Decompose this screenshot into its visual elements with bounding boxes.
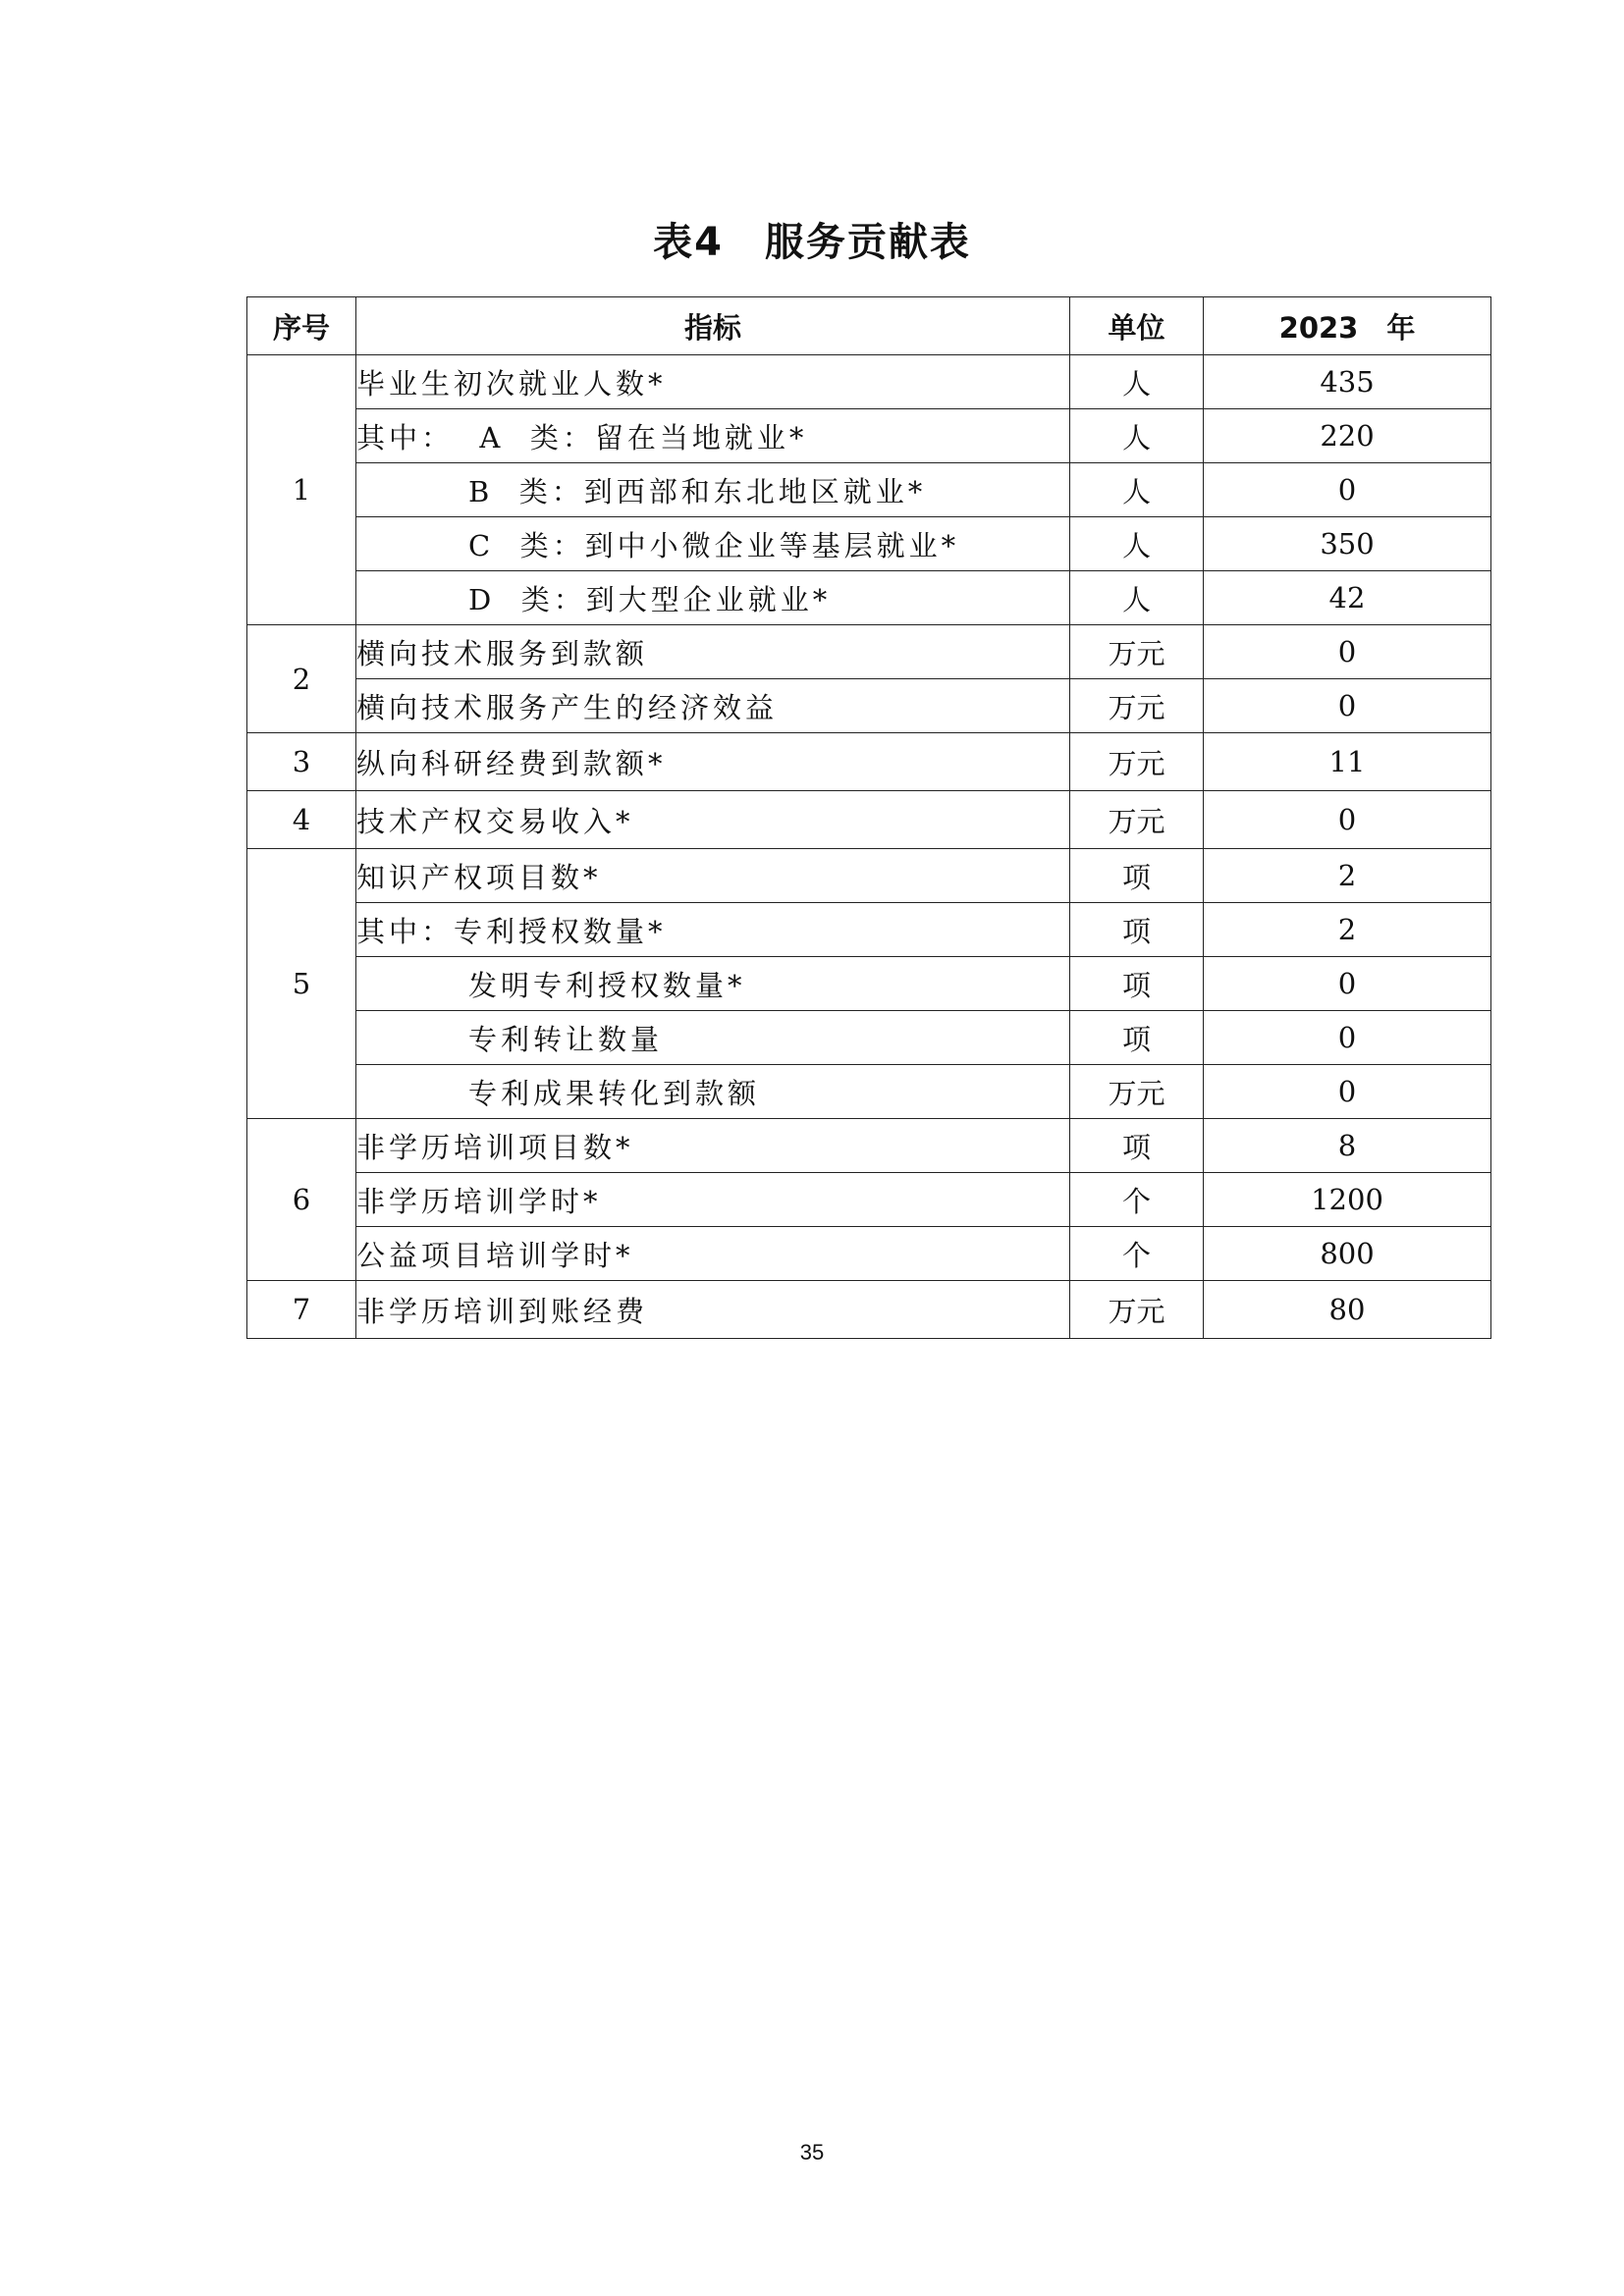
table-row	[247, 1011, 1491, 1065]
value-cell: 800	[1204, 1227, 1491, 1281]
seq-cell: 6	[247, 1119, 356, 1281]
table-row	[247, 1281, 1491, 1339]
indicator-cell: C 类：到中小微企业等基层就业*	[356, 517, 1070, 571]
unit-cell: 项	[1070, 957, 1204, 1011]
value-cell: 0	[1204, 791, 1491, 849]
unit-cell: 人	[1070, 571, 1204, 625]
table-row	[247, 1227, 1491, 1281]
service-contribution-table	[246, 296, 1491, 1339]
indicator-cell: 技术产权交易收入*	[356, 791, 1070, 849]
value-cell: 0	[1204, 1011, 1491, 1065]
table-row	[247, 625, 1491, 679]
value-cell: 220	[1204, 409, 1491, 463]
unit-cell: 项	[1070, 1011, 1204, 1065]
indicator-cell: 专利成果转化到款额	[356, 1065, 1070, 1119]
indicator-cell: 横向技术服务到款额	[356, 625, 1070, 679]
value-cell: 2	[1204, 903, 1491, 957]
unit-cell: 项	[1070, 903, 1204, 957]
seq-cell: 1	[247, 355, 356, 625]
value-cell: 1200	[1204, 1173, 1491, 1227]
indicator-cell: 非学历培训学时*	[356, 1173, 1070, 1227]
table-row	[247, 1065, 1491, 1119]
value-cell: 80	[1204, 1281, 1491, 1339]
indicator-cell: 横向技术服务产生的经济效益	[356, 679, 1070, 733]
table-header-row	[247, 297, 1491, 355]
value-cell: 350	[1204, 517, 1491, 571]
table-row	[247, 1119, 1491, 1173]
table-row	[247, 903, 1491, 957]
indicator-cell: 发明专利授权数量*	[356, 957, 1070, 1011]
value-cell: 2	[1204, 849, 1491, 903]
value-cell: 11	[1204, 733, 1491, 791]
unit-cell: 万元	[1070, 625, 1204, 679]
indicator-cell: 知识产权项目数*	[356, 849, 1070, 903]
indicator-cell: 公益项目培训学时*	[356, 1227, 1070, 1281]
header-year: 2023 年	[1204, 297, 1491, 355]
unit-cell: 人	[1070, 409, 1204, 463]
unit-cell: 人	[1070, 355, 1204, 409]
unit-cell: 项	[1070, 1119, 1204, 1173]
value-cell: 0	[1204, 957, 1491, 1011]
table-row	[247, 849, 1491, 903]
indicator-cell: 非学历培训项目数*	[356, 1119, 1070, 1173]
indicator-cell: 毕业生初次就业人数*	[356, 355, 1070, 409]
indicator-cell: 纵向科研经费到款额*	[356, 733, 1070, 791]
unit-cell: 万元	[1070, 1281, 1204, 1339]
table-row	[247, 409, 1491, 463]
value-cell: 8	[1204, 1119, 1491, 1173]
unit-cell: 人	[1070, 463, 1204, 517]
table-row	[247, 957, 1491, 1011]
value-cell: 435	[1204, 355, 1491, 409]
seq-cell: 2	[247, 625, 356, 733]
unit-cell: 万元	[1070, 1065, 1204, 1119]
unit-cell: 万元	[1070, 733, 1204, 791]
unit-cell: 个	[1070, 1227, 1204, 1281]
value-cell: 0	[1204, 679, 1491, 733]
page-number: 35	[799, 2140, 825, 2164]
seq-cell: 3	[247, 733, 356, 791]
table-title: 表4 服务贡献表	[653, 220, 971, 265]
unit-cell: 万元	[1070, 791, 1204, 849]
seq-cell: 7	[247, 1281, 356, 1339]
table-row	[247, 463, 1491, 517]
unit-cell: 人	[1070, 517, 1204, 571]
table-row	[247, 355, 1491, 409]
header-indicator: 指标	[356, 297, 1070, 355]
table-row	[247, 791, 1491, 849]
value-cell: 0	[1204, 1065, 1491, 1119]
indicator-cell: D 类：到大型企业就业*	[356, 571, 1070, 625]
unit-cell: 个	[1070, 1173, 1204, 1227]
seq-cell: 4	[247, 791, 356, 849]
value-cell: 42	[1204, 571, 1491, 625]
indicator-cell: 非学历培训到账经费	[356, 1281, 1070, 1339]
indicator-cell: B 类：到西部和东北地区就业*	[356, 463, 1070, 517]
indicator-cell: 其中：专利授权数量*	[356, 903, 1070, 957]
header-unit: 单位	[1070, 297, 1204, 355]
indicator-cell: 专利转让数量	[356, 1011, 1070, 1065]
table-row	[247, 733, 1491, 791]
table-row	[247, 571, 1491, 625]
seq-cell: 5	[247, 849, 356, 1119]
table-row	[247, 679, 1491, 733]
value-cell: 0	[1204, 463, 1491, 517]
indicator-cell: 其中： A 类：留在当地就业*	[356, 409, 1070, 463]
table-row	[247, 517, 1491, 571]
unit-cell: 项	[1070, 849, 1204, 903]
unit-cell: 万元	[1070, 679, 1204, 733]
value-cell: 0	[1204, 625, 1491, 679]
table-row	[247, 1173, 1491, 1227]
header-seq: 序号	[247, 297, 356, 355]
